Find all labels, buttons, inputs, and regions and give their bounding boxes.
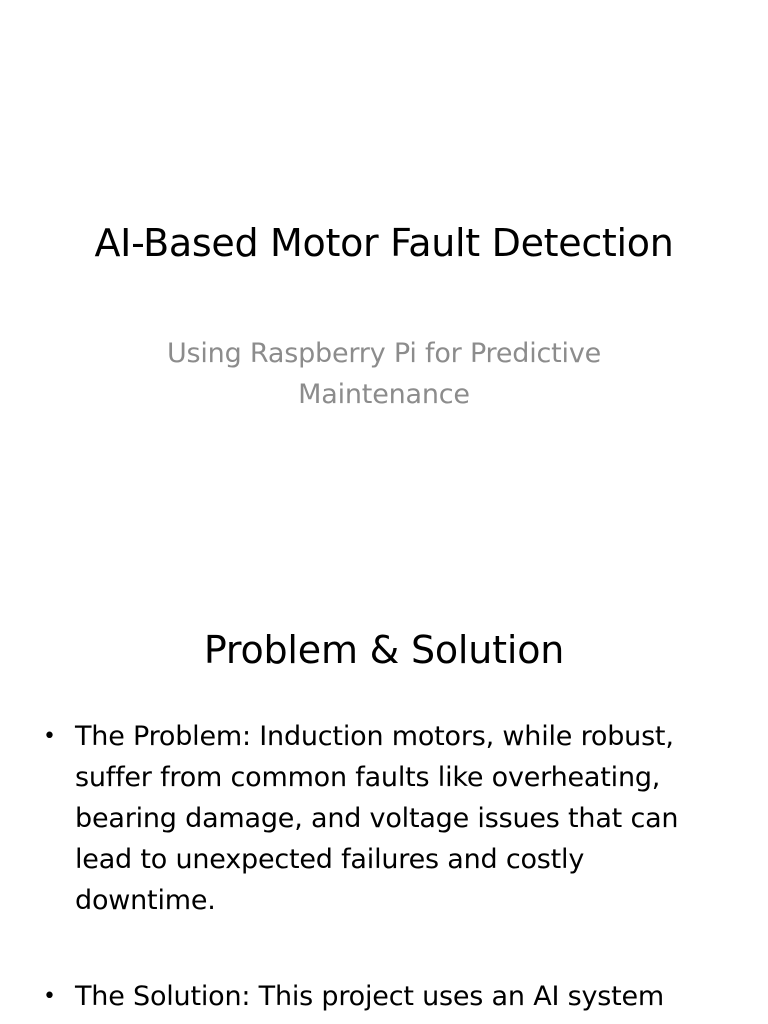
bullet-text: The Solution: This project uses an AI system (75, 981, 665, 1012)
bullet-text: The Problem: Induction motors, while robust, suffer from common faults like overheating, bearing damage, and voltage issues that can lead to unexpected failures and costly downtime. (75, 721, 679, 916)
bullet-icon: • (43, 724, 56, 749)
slide-subtitle: Using Raspberry Pi for Predictive Maintenance (166, 338, 602, 410)
slide-title: Problem & Solution (203, 628, 565, 672)
slide-title: AI-Based Motor Fault Detection (94, 221, 674, 265)
content-slide (0, 576, 768, 1024)
bullet-item-problem (40, 716, 730, 921)
bullet-item-solution (40, 976, 730, 1017)
bullet-icon: • (43, 984, 56, 1009)
bullet-list (40, 716, 730, 1024)
